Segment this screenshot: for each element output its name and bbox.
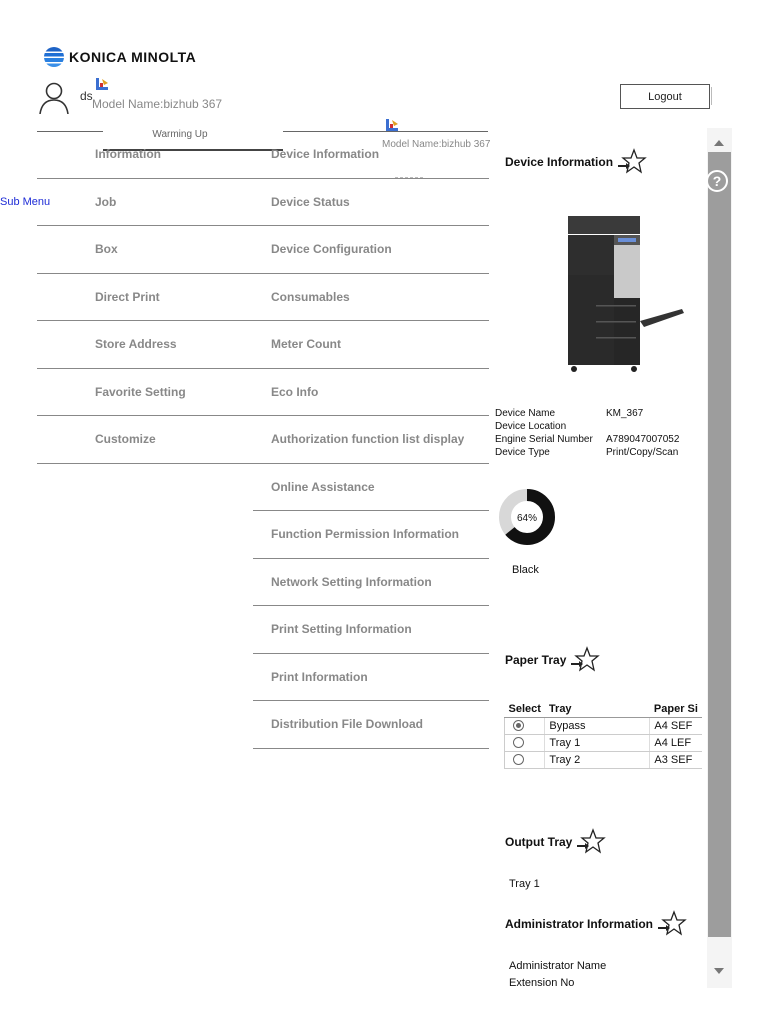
tray-radio-bypass[interactable] (513, 720, 524, 731)
panel-scrollbar[interactable] (707, 128, 732, 988)
table-header-row (505, 701, 702, 717)
info-row: Engine Serial Number A789047007052 (495, 434, 680, 445)
table-row[interactable]: Bypass A4 SEF (505, 717, 702, 734)
toner-gauge (496, 486, 558, 548)
paper-tray-title: Paper Tray (505, 646, 600, 674)
main-menu (37, 131, 253, 464)
toner-percent: 64% (516, 513, 538, 524)
info-row: Device Name KM_367 (495, 408, 644, 419)
extension-no-label: Extension No (509, 977, 575, 988)
content-panel (492, 128, 707, 988)
help-icon[interactable]: ? (706, 170, 728, 192)
output-tray-title: Output Tray (505, 828, 606, 856)
header-divider (711, 87, 712, 105)
brand-logo (44, 47, 196, 67)
menu-item-job[interactable]: Job (37, 179, 253, 227)
table-row[interactable]: Tray 2 A3 SEF (505, 751, 702, 768)
info-row: Device Location (495, 421, 567, 432)
model-icon (94, 77, 110, 93)
submenu-item-device-configuration[interactable]: Device Configuration (253, 226, 489, 274)
submenu-label: Sub Menu (0, 196, 51, 208)
menu-item-customize[interactable]: Customize (37, 416, 253, 464)
device-image (564, 213, 694, 378)
admin-info-title: Administrator Information (505, 910, 687, 938)
admin-name-label: Administrator Name (509, 960, 607, 972)
model-name: Model Name:bizhub 367 (92, 97, 223, 111)
device-info-title: Device Information (505, 148, 647, 176)
scroll-thumb[interactable] (708, 152, 731, 937)
submenu-item-eco-info[interactable]: Eco Info (253, 369, 489, 417)
submenu-item-function-permission[interactable]: Function Permission Information (253, 511, 489, 559)
logout-button[interactable]: Logout (620, 84, 710, 109)
submenu-item-consumables[interactable]: Consumables (253, 274, 489, 322)
menu-item-information[interactable]: Information (37, 131, 253, 179)
submenu-item-print-setting[interactable]: Print Setting Information (253, 606, 489, 654)
submenu-item-device-information[interactable]: Device Information (253, 131, 489, 179)
output-tray-value: Tray 1 (509, 878, 540, 890)
favorite-star-icon[interactable] (617, 148, 647, 176)
submenu-item-device-status[interactable]: Device Status (253, 179, 489, 227)
paper-tray-table (504, 701, 702, 769)
scroll-up-arrow-icon[interactable] (714, 140, 724, 146)
info-row: Device Type Print/Copy/Scan (495, 447, 679, 458)
status-text: Warming Up (152, 129, 208, 140)
submenu-item-authorization-function-list[interactable]: Authorization function list display (253, 416, 489, 464)
submenu-item-print-information[interactable]: Print Information (253, 654, 489, 702)
submenu-item-distribution-file-download[interactable]: Distribution File Download (253, 701, 489, 749)
table-row[interactable]: Tray 1 A4 LEF (505, 734, 702, 751)
menu-item-box[interactable]: Box (37, 226, 253, 274)
toner-color-label: Black (512, 564, 539, 576)
submenu-item-online-assistance[interactable]: Online Assistance (253, 464, 489, 512)
device-info-grid (495, 407, 679, 459)
brand-name: KONICA MINOLTA (69, 49, 197, 65)
col-paper-size: Paper Si (650, 701, 702, 717)
favorite-star-icon[interactable] (576, 828, 606, 856)
brand-globe-icon (44, 47, 64, 67)
favorite-star-icon[interactable] (657, 910, 687, 938)
col-select: Select (505, 701, 545, 717)
model-name-overlay: Model Name:bizhub 367 (382, 139, 491, 150)
user-name: ds (80, 89, 93, 103)
tray-radio-tray2[interactable] (513, 754, 524, 765)
menu-item-direct-print[interactable]: Direct Print (37, 274, 253, 322)
user-icon[interactable] (37, 80, 71, 114)
favorite-star-icon[interactable] (570, 646, 600, 674)
scroll-down-arrow-icon[interactable] (714, 968, 724, 974)
submenu-item-meter-count[interactable]: Meter Count (253, 321, 489, 369)
col-tray: Tray (545, 701, 650, 717)
tray-radio-tray1[interactable] (513, 737, 524, 748)
sub-menu (253, 131, 489, 749)
submenu-item-network-setting[interactable]: Network Setting Information (253, 559, 489, 607)
menu-item-store-address[interactable]: Store Address (37, 321, 253, 369)
menu-item-favorite-setting[interactable]: Favorite Setting (37, 369, 253, 417)
